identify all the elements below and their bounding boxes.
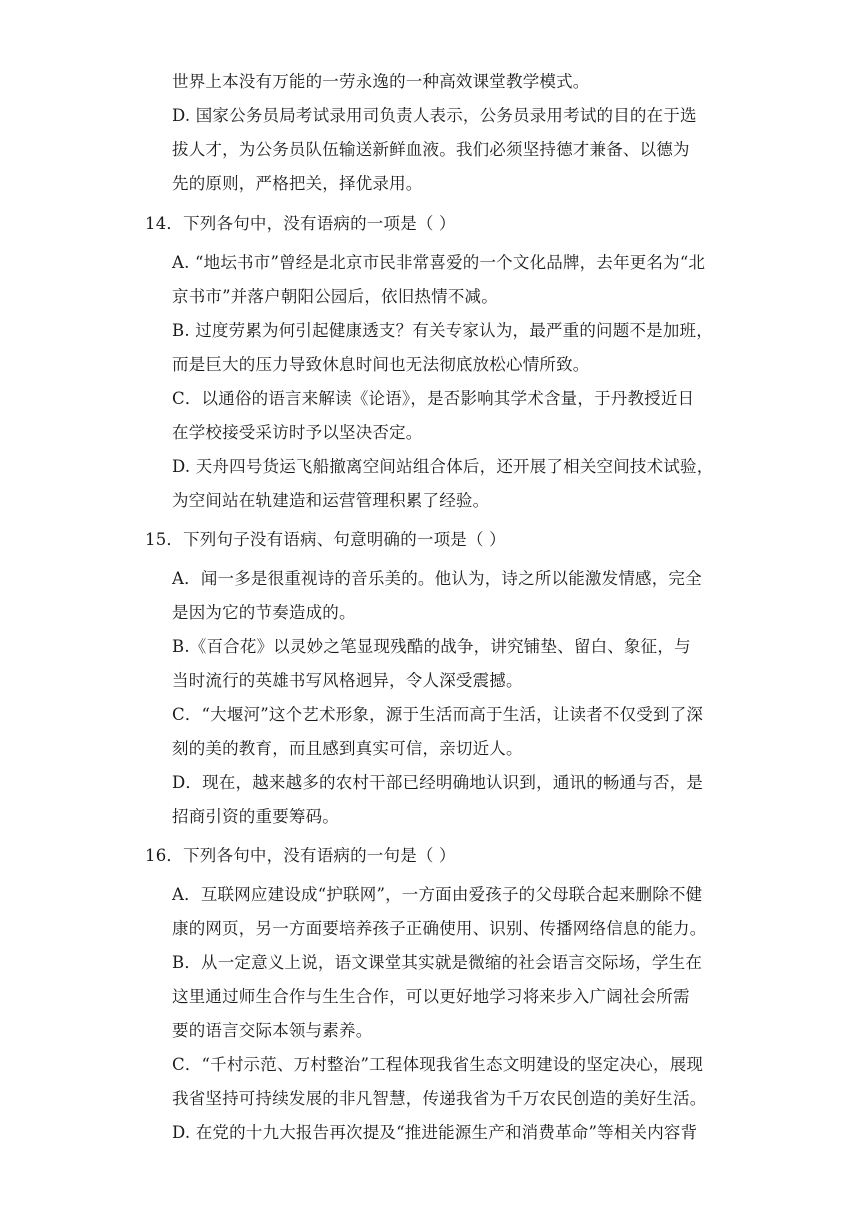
text-line: 拔人才，为公务员队伍输送新鲜血液。我们必须坚持德才兼备、以德为	[172, 140, 690, 159]
text-line: 而是巨大的压力导致休息时间也无法彻底放松心情所致。	[172, 355, 590, 374]
text-line: 京书市”并落户朝阳公园后，依旧热情不减。	[172, 287, 498, 306]
text-line: 先的原则，严格把关，择优录用。	[172, 174, 423, 193]
question-16: 16．下列各句中，没有语病的一句是（ ）	[145, 846, 456, 865]
text-line: 是因为它的节奏造成的。	[172, 603, 356, 622]
text-line: 世界上本没有万能的一劳永逸的一种高效课堂教学模式。	[172, 72, 590, 91]
option-c-line: C．“大堰河”这个艺术形象，源于生活而高于生活，让读者不仅受到了深	[172, 705, 704, 724]
question-15: 15．下列句子没有语病、句意明确的一项是（ ）	[145, 530, 506, 549]
text-line: 招商引资的重要筹码。	[172, 807, 339, 826]
text-line: 在学校接受采访时予以坚决否定。	[172, 423, 423, 442]
text-line: 为空间站在轨建造和运营管理积累了经验。	[172, 491, 490, 510]
option-a-line: A．互联网应建设成“护联网”，一方面由爱孩子的父母联合起来删除不健	[172, 885, 703, 904]
option-d-line: D．现在，越来越多的农村干部已经明确地认识到，通讯的畅通与否，是	[172, 773, 704, 792]
option-d-line: D. 国家公务员局考试录用司负责人表示，公务员录用考试的目的在于选	[172, 106, 697, 125]
text-line: 康的网页，另一方面要培养孩子正确使用、识别、传播网络信息的能力。	[172, 919, 707, 938]
option-d-line: D. 天舟四号货运飞船撤离空间站组合体后，还开展了相关空间技术试验，	[172, 457, 714, 476]
option-a-line: A. “地坛书市”曾经是北京市民非常喜爱的一个文化品牌，去年更名为“北	[172, 253, 706, 272]
option-a-line: A．闻一多是很重视诗的音乐美的。他认为，诗之所以能激发情感，完全	[172, 569, 702, 588]
option-b-line: B．从一定意义上说，语文课堂其实就是微缩的社会语言交际场，学生在	[172, 953, 703, 972]
option-d-line: D. 在党的十九大报告再次提及“推进能源生产和消费革命”等相关内容背	[172, 1123, 698, 1142]
text-line: 要的语言交际本领与素养。	[172, 1021, 373, 1040]
text-line: 当时流行的英雄书写风格迥异，令人深受震撼。	[172, 671, 523, 690]
text-line: 这里通过师生合作与生生合作，可以更好地学习将来步入广阔社会所需	[172, 987, 690, 1006]
text-line: 我省坚持可持续发展的非凡智慧，传递我省为千万农民创造的美好生活。	[172, 1089, 707, 1108]
question-14: 14．下列各句中，没有语病的一项是（ ）	[145, 214, 456, 233]
option-b-line: B. 过度劳累为何引起健康透支？有关专家认为，最严重的问题不是加班，	[172, 321, 713, 340]
text-line: 刻的美的教育，而且感到真实可信，亲切近人。	[172, 739, 523, 758]
option-c-line: C．以通俗的语言来解读《论语》，是否影响其学术含量，于丹教授近日	[172, 389, 695, 408]
option-b-line: B.《百合花》以灵妙之笔显现残酷的战争，讲究铺垫、留白、象征，与	[172, 637, 691, 656]
option-c-line: C．“千村示范、万村整治”工程体现我省生态文明建设的坚定决心，展现	[172, 1055, 704, 1074]
